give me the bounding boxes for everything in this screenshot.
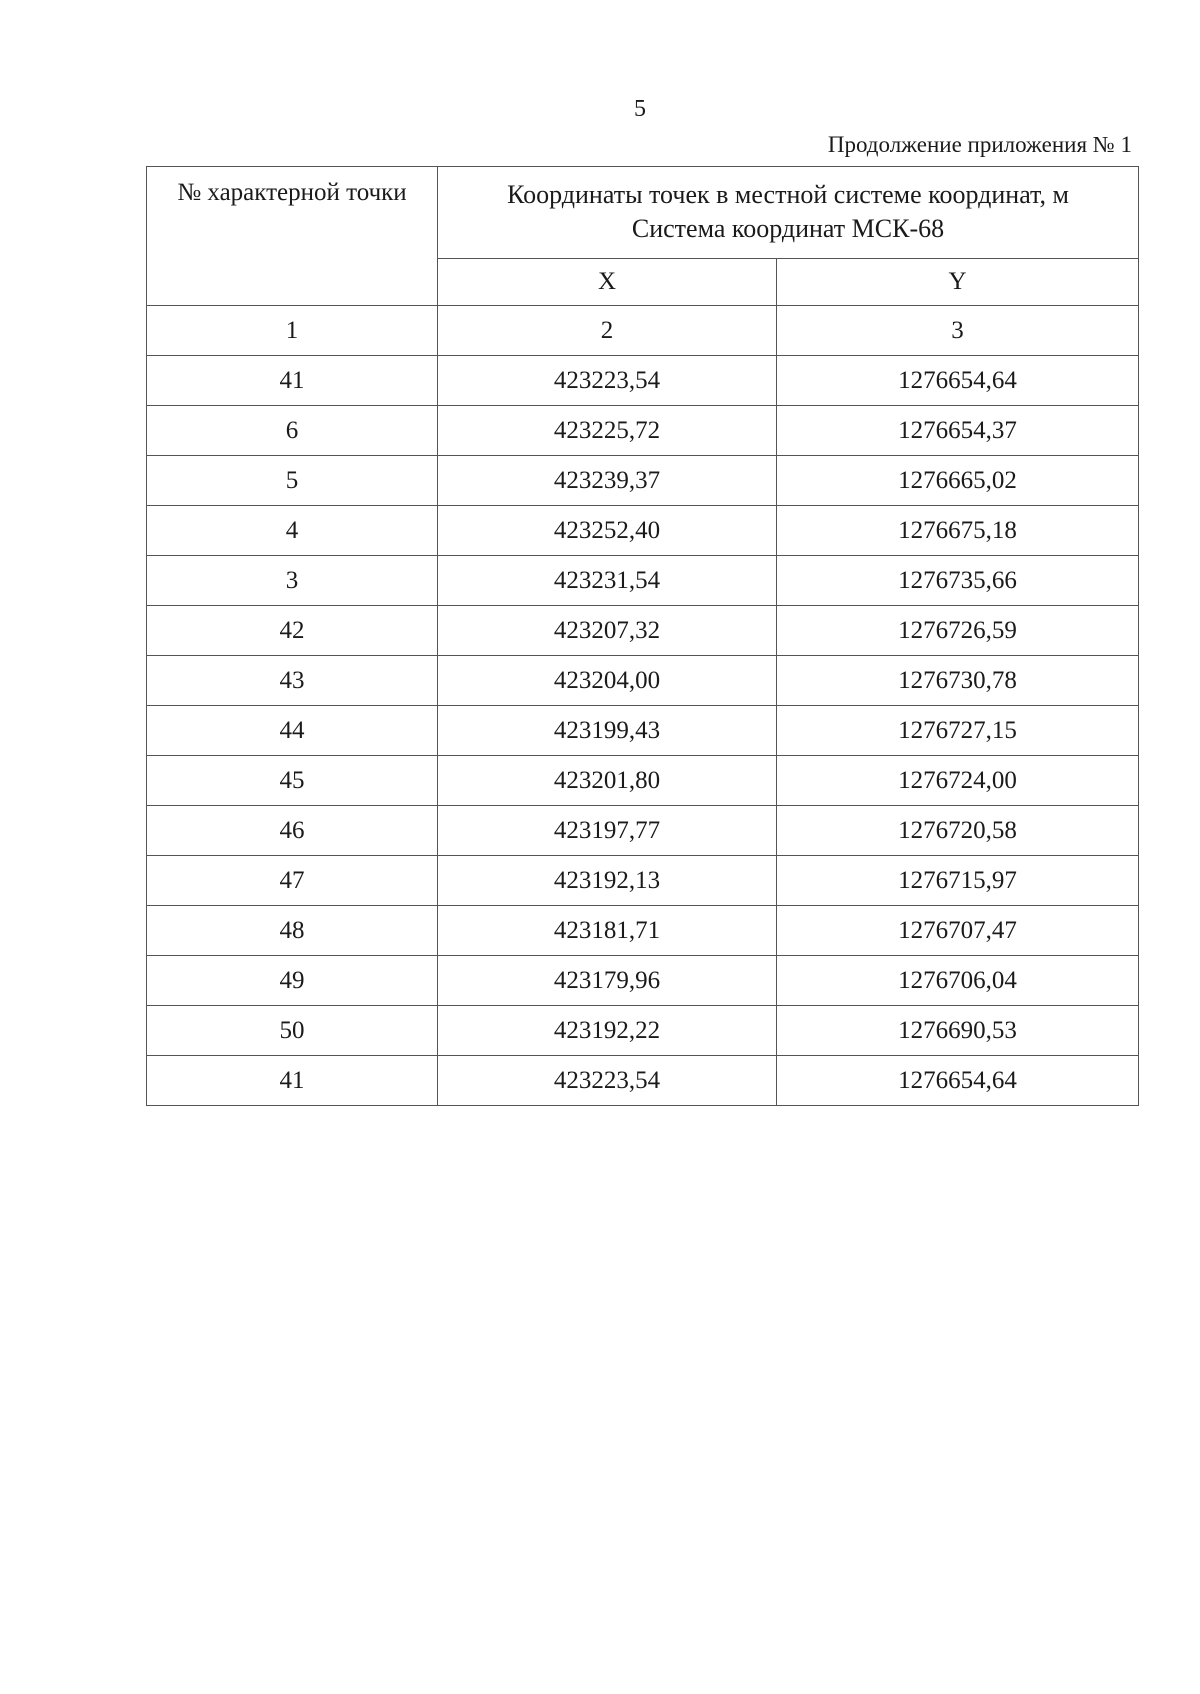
point-number-cell: 41 — [147, 1056, 438, 1106]
header-coordinates-group — [438, 167, 1139, 259]
point-number-cell: 44 — [147, 706, 438, 756]
column-number-1: 1 — [147, 306, 438, 356]
x-coordinate-cell: 423231,54 — [438, 556, 777, 606]
table-row — [147, 856, 1139, 906]
table-row — [147, 456, 1139, 506]
column-number-2: 2 — [438, 306, 777, 356]
x-coordinate-cell: 423181,71 — [438, 906, 777, 956]
table-row — [147, 706, 1139, 756]
point-number-cell: 43 — [147, 656, 438, 706]
y-coordinate-cell: 1276654,37 — [777, 406, 1139, 456]
y-coordinate-cell: 1276654,64 — [777, 356, 1139, 406]
table-row — [147, 506, 1139, 556]
point-number-cell: 41 — [147, 356, 438, 406]
table-row — [147, 806, 1139, 856]
x-coordinate-cell: 423179,96 — [438, 956, 777, 1006]
y-coordinate-cell: 1276654,64 — [777, 1056, 1139, 1106]
table-row — [147, 1056, 1139, 1106]
table-row — [147, 356, 1139, 406]
x-coordinate-cell: 423225,72 — [438, 406, 777, 456]
point-number-cell: 49 — [147, 956, 438, 1006]
x-coordinate-cell: 423204,00 — [438, 656, 777, 706]
header-point-number: № характерной точки — [147, 167, 438, 306]
y-coordinate-cell: 1276730,78 — [777, 656, 1139, 706]
coordinates-table — [146, 166, 1139, 1106]
y-coordinate-cell: 1276726,59 — [777, 606, 1139, 656]
x-coordinate-cell: 423207,32 — [438, 606, 777, 656]
table-row — [147, 556, 1139, 606]
y-coordinate-cell: 1276735,66 — [777, 556, 1139, 606]
point-number-cell: 5 — [147, 456, 438, 506]
table-row — [147, 606, 1139, 656]
header-x: X — [438, 258, 777, 305]
point-number-cell: 3 — [147, 556, 438, 606]
point-number-cell: 4 — [147, 506, 438, 556]
x-coordinate-cell: 423223,54 — [438, 356, 777, 406]
point-number-cell: 50 — [147, 1006, 438, 1056]
y-coordinate-cell: 1276724,00 — [777, 756, 1139, 806]
column-number-row — [147, 306, 1139, 356]
y-coordinate-cell: 1276706,04 — [777, 956, 1139, 1006]
point-number-cell: 45 — [147, 756, 438, 806]
table-row — [147, 656, 1139, 706]
x-coordinate-cell: 423223,54 — [438, 1056, 777, 1106]
x-coordinate-cell: 423199,43 — [438, 706, 777, 756]
page-number: 5 — [634, 96, 646, 122]
table-body — [147, 306, 1139, 1106]
y-coordinate-cell: 1276665,02 — [777, 456, 1139, 506]
y-coordinate-cell: 1276675,18 — [777, 506, 1139, 556]
x-coordinate-cell: 423197,77 — [438, 806, 777, 856]
y-coordinate-cell: 1276707,47 — [777, 906, 1139, 956]
table-row — [147, 406, 1139, 456]
table-row — [147, 1006, 1139, 1056]
point-number-cell: 48 — [147, 906, 438, 956]
x-coordinate-cell: 423192,22 — [438, 1006, 777, 1056]
y-coordinate-cell: 1276690,53 — [777, 1006, 1139, 1056]
y-coordinate-cell: 1276720,58 — [777, 806, 1139, 856]
table-row — [147, 956, 1139, 1006]
x-coordinate-cell: 423239,37 — [438, 456, 777, 506]
point-number-cell: 42 — [147, 606, 438, 656]
header-coordinates-line1: Координаты точек в местной системе координат, м — [507, 180, 1069, 210]
x-coordinate-cell: 423252,40 — [438, 506, 777, 556]
header-coordinates-line2: Система координат МСК-68 — [631, 214, 945, 244]
column-number-3: 3 — [777, 306, 1139, 356]
point-number-cell: 6 — [147, 406, 438, 456]
continuation-label: Продолжение приложения № 1 — [827, 132, 1132, 157]
table-row — [147, 756, 1139, 806]
point-number-cell: 47 — [147, 856, 438, 906]
table-row — [147, 906, 1139, 956]
point-number-cell: 46 — [147, 806, 438, 856]
header-y: Y — [777, 258, 1139, 305]
y-coordinate-cell: 1276715,97 — [777, 856, 1139, 906]
x-coordinate-cell: 423201,80 — [438, 756, 777, 806]
y-coordinate-cell: 1276727,15 — [777, 706, 1139, 756]
x-coordinate-cell: 423192,13 — [438, 856, 777, 906]
